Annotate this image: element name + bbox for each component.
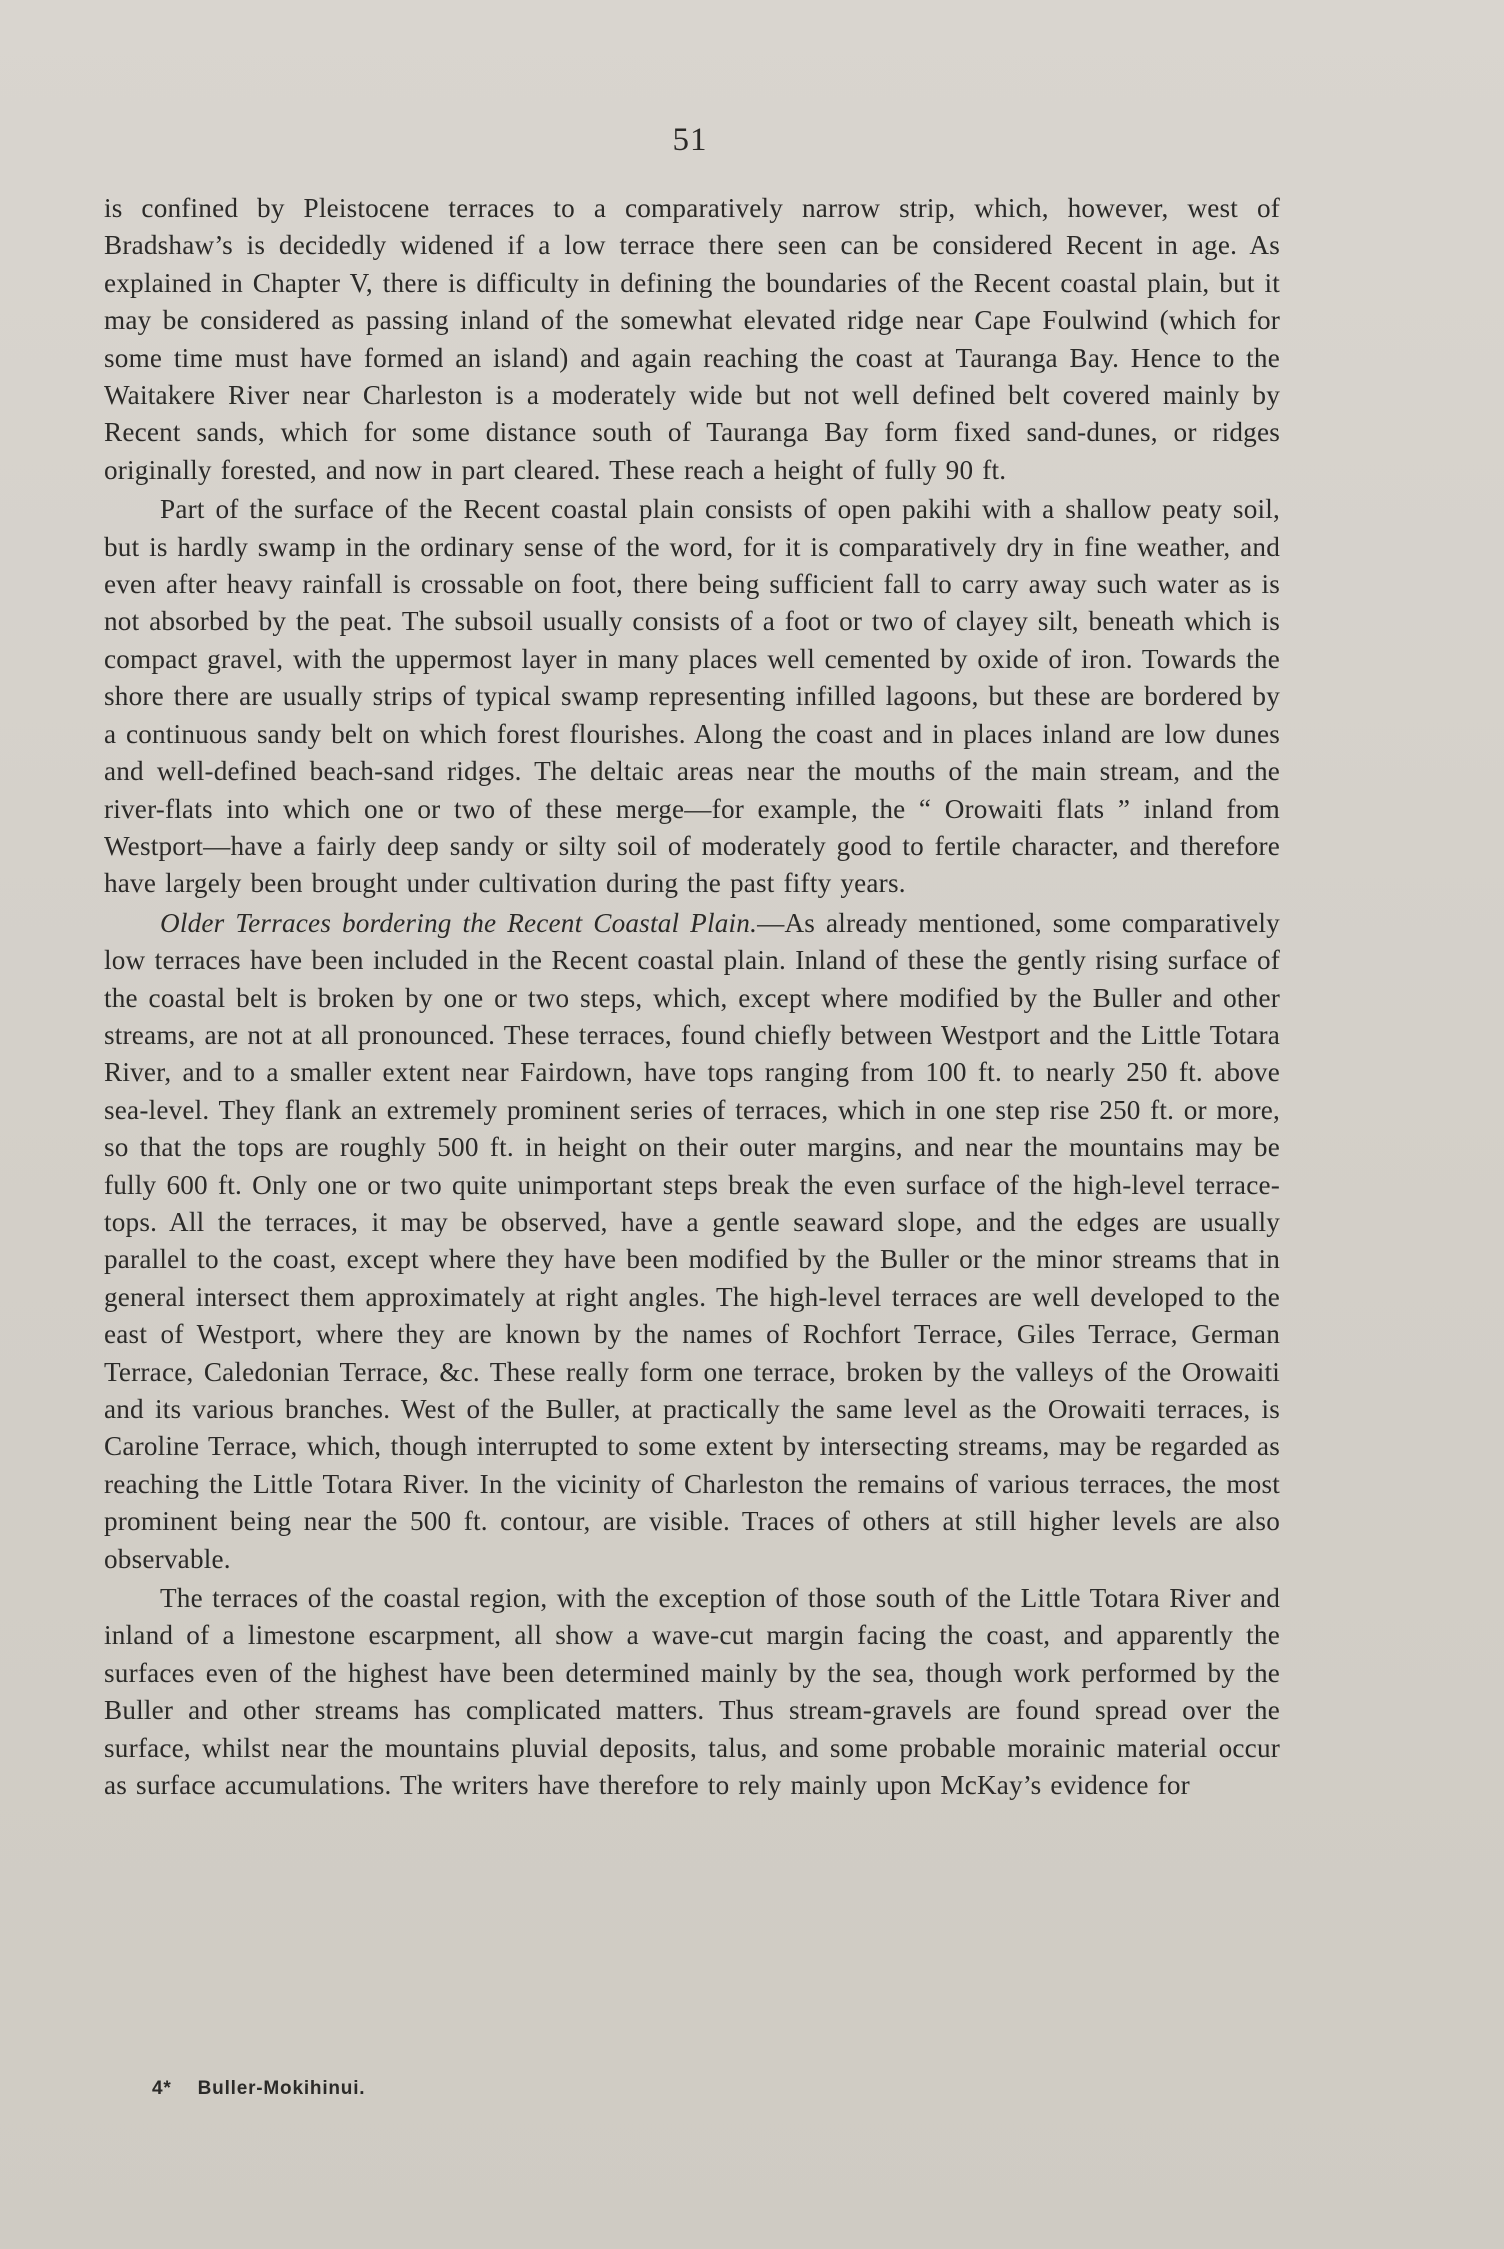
paragraph-2: Part of the surface of the Recent coastal plain consists of open pakihi with a shallow peaty soil, but is hardly swamp in the ordinary sense of the word, for it is comparatively dry in fine weather, and even after heavy rainfall is crossable on foot, there being sufficient fall to carry away such water as is not absorbed by the peat. The subsoil usually consists of a foot or two of clayey silt, beneath which is compact gravel, with the uppermost layer in many places well cemented by oxide of iron. Towards the shore there are usually strips of typical swamp representing infilled lagoons, but these are bordered by a continuous sandy belt on which forest flourishes. Along the coast and in places inland are low dunes and well-defined beach-sand ridges. The deltaic areas near the mouths of the main stream, and the river-flats into which one or two of these merge—for example, the “ Orowaiti flats ” inland from Westport—have a fairly deep sandy or silty soil of moderately good to fertile character, and therefore have largely been brought under cultivation during the past fifty years. [104,494,1280,899]
section-heading: Older Terraces bordering the Recent Coastal Plain. [160,907,758,938]
paragraph-1: is confined by Pleistocene terraces to a comparatively narrow strip, which, however, west of Bradshaw’s is decidedly widened if a low terrace there seen can be considered Recent in age. As explained in Chapter V, there is difficulty in defining the boundaries of the Recent coastal plain, but it may be considered as passing inland of the somewhat elevated ridge near Cape Foulwind (which for some time must have formed an island) and again reaching the coast at Tauranga Bay. Hence to the Waitakere River near Charleston is a moderately wide but not well defined belt covered mainly by Recent sands, which for some distance south of Tauranga Bay form fixed sand-dunes, or ridges originally forested, and now in part cleared. These reach a height of fully 90 ft. [104,193,1280,485]
signature-mark [152,2078,365,2100]
page-number: 51 [672,122,708,158]
paragraph-3 [104,905,1280,1578]
signature-number: 4* [152,2078,172,2099]
signature-title: Buller-Mokihinui. [197,2078,366,2099]
paragraph-4: The terraces of the coastal region, with the exception of those south of the Little Totara River and inland of a limestone escarpment, all show a wave-cut margin facing the coast, and apparently the surfaces even of the highest have been determined mainly by the sea, though work performed by the Buller and other streams has complicated matters. Thus stream-gravels are found spread over the surface, whilst near the mountains pluvial deposits, talus, and some probable morainic material occur as surface accumulations. The writers have therefore to rely mainly upon McKay’s evidence for [104,1583,1280,1801]
body-text [104,190,1280,1804]
paragraph-3-text: —As already mentioned, some comparatively low terraces have been included in the Recent coastal plain. Inland of these the gently rising surface of the coastal belt is broken by one or two steps, which, except where modified by the Buller and other streams, are not at all pronounced. These terraces, found chiefly between Westport and the Little Totara River, and to a smaller extent near Fairdown, have tops ranging from 100 ft. to nearly 250 ft. above sea-level. They flank an extremely prominent series of terraces, which in one step rise 250 ft. or more, so that the tops are roughly 500 ft. in height on their outer margins, and near the mountains may be fully 600 ft. Only one or two quite unimportant steps break the even surface of the high-level terrace-tops. All the terraces, it may be observed, have a gentle seaward slope, and the edges are usually parallel to the coast, except where they have been modified by the Buller or the minor streams that in general intersect them approximately at right angles. The high-level terraces are well developed to the east of Westport, where they are known by the names of Rochfort Terrace, Giles Terrace, German Terrace, Caledonian Terrace, &c. These really form one terrace, broken by the valleys of the Orowaiti and its various branches. West of the Buller, at practically the same level as the Orowaiti terraces, is Caroline Terrace, which, though interrupted to some extent by intersecting streams, may be regarded as reaching the Little Totara River. In the vicinity of Charleston the remains of various terraces, the most prominent being near the 500 ft. contour, are visible. Traces of others at still higher levels are also observable. [104,907,1280,1574]
